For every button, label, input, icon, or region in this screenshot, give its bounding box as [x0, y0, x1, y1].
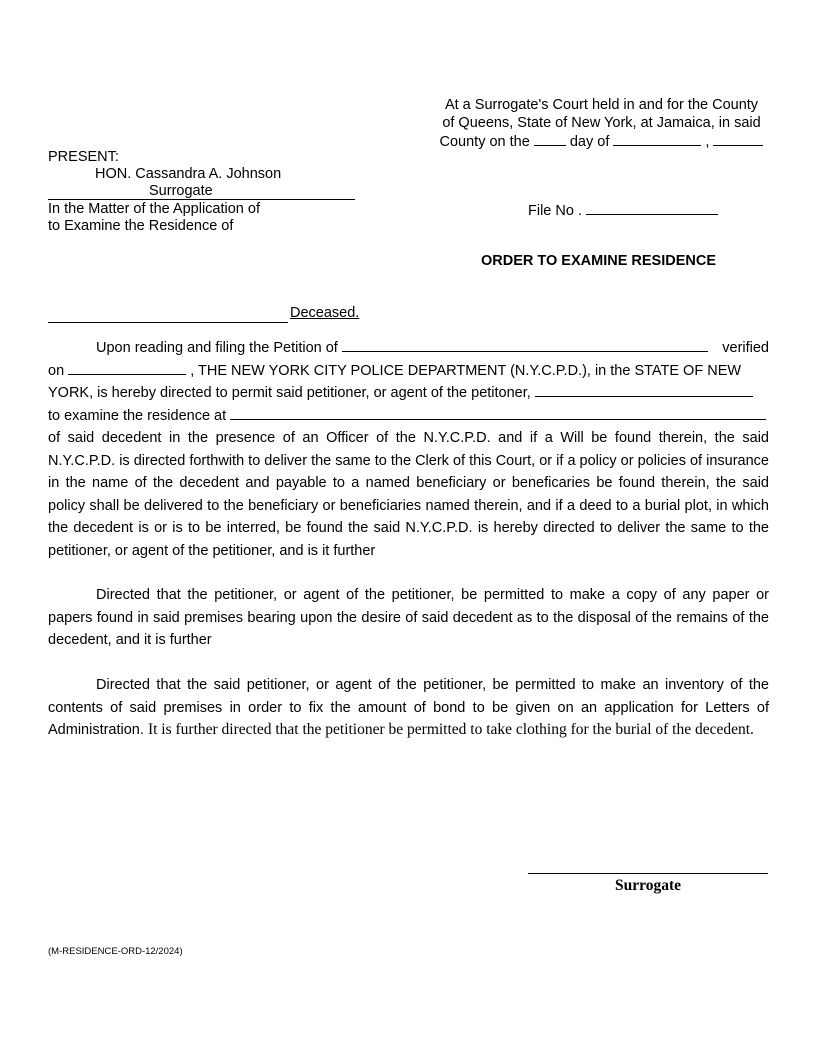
matter-line-2: to Examine the Residence of: [48, 218, 234, 234]
body-line-3: YORK, is hereby directed to permit said petitioner, or agent of the petitoner,: [48, 382, 753, 405]
signature-line[interactable]: [528, 873, 768, 874]
residence-address-blank[interactable]: [230, 406, 766, 420]
court-header-line-1: At a Surrogate's Court held in and for the County: [444, 97, 759, 113]
court-day-blank[interactable]: [534, 132, 566, 146]
court-header-line-3: County on the day of ,: [420, 132, 783, 152]
matter-line-1: In the Matter of the Application of: [48, 201, 260, 217]
deceased-label: Deceased.: [290, 305, 360, 321]
court-year-blank[interactable]: [713, 132, 763, 146]
court-header-line-2: of Queens, State of New York, at Jamaica, in said: [442, 114, 761, 131]
agent-name-blank[interactable]: [535, 383, 753, 397]
surrogate-title: Surrogate: [149, 183, 213, 199]
court-header: [420, 97, 783, 152]
order-title: ORDER TO EXAMINE RESIDENCE: [481, 253, 716, 269]
body-paragraph-2: Directed that the petitioner, or agent of the petitioner, be permitted to make a copy of any paper or papers found in said premises bearing upon the desire of said decedent as to the disposal of the remains of the decedent, and it is further: [48, 587, 769, 648]
body-paragraph-3: Directed that the said petitioner, or agent of the petitioner, be permitted to make an inventory of the contents of said premises in order to fix the amount of bond to be given on an application for Letters of Administration. It is further directed that the petitioner be permitted to take clothing for the burial of the decedent.: [48, 677, 769, 738]
form-code: (M-RESIDENCE-ORD-12/2024): [48, 946, 183, 957]
verified-date-blank[interactable]: [68, 361, 186, 375]
file-no-label: File No .: [528, 203, 582, 219]
body-line-2: on , THE NEW YORK CITY POLICE DEPARTMENT (N.Y.C.P.D.), in the STATE OF NEW: [48, 362, 742, 379]
deceased-name-blank[interactable]: [48, 306, 288, 323]
body-line-4: to examine the residence at: [48, 405, 766, 428]
file-no-blank[interactable]: [586, 201, 718, 215]
body-paragraph-1-rest: of said decedent in the presence of an Officer of the N.Y.C.P.D. and if a Will be found therein, the said N.Y.C.P.D. is directed forthwith to deliver the same to the Clerk of this Court, or if a policy or policies of insurance in the name of the decedent and payable to a named beneficiary or beneficaries be found therein, the said policy shall be delivered to the beneficiary or beneficiaries named therein, and if a deed to a burial plot, in which the decedent is or is to be interred, be found the said N.Y.C.P.D. is hereby directed to deliver the same to the petitioner, or agent of the petitioner, and is it further: [48, 430, 769, 559]
present-label: PRESENT:: [48, 149, 119, 165]
petitioner-name-blank[interactable]: [342, 338, 708, 352]
court-month-blank[interactable]: [613, 132, 701, 146]
judge-name: HON. Cassandra A. Johnson: [95, 166, 282, 182]
body-line-1: Upon reading and filing the Petition of verified: [96, 340, 769, 356]
file-no: [528, 201, 718, 219]
signature-label: Surrogate: [614, 877, 681, 894]
